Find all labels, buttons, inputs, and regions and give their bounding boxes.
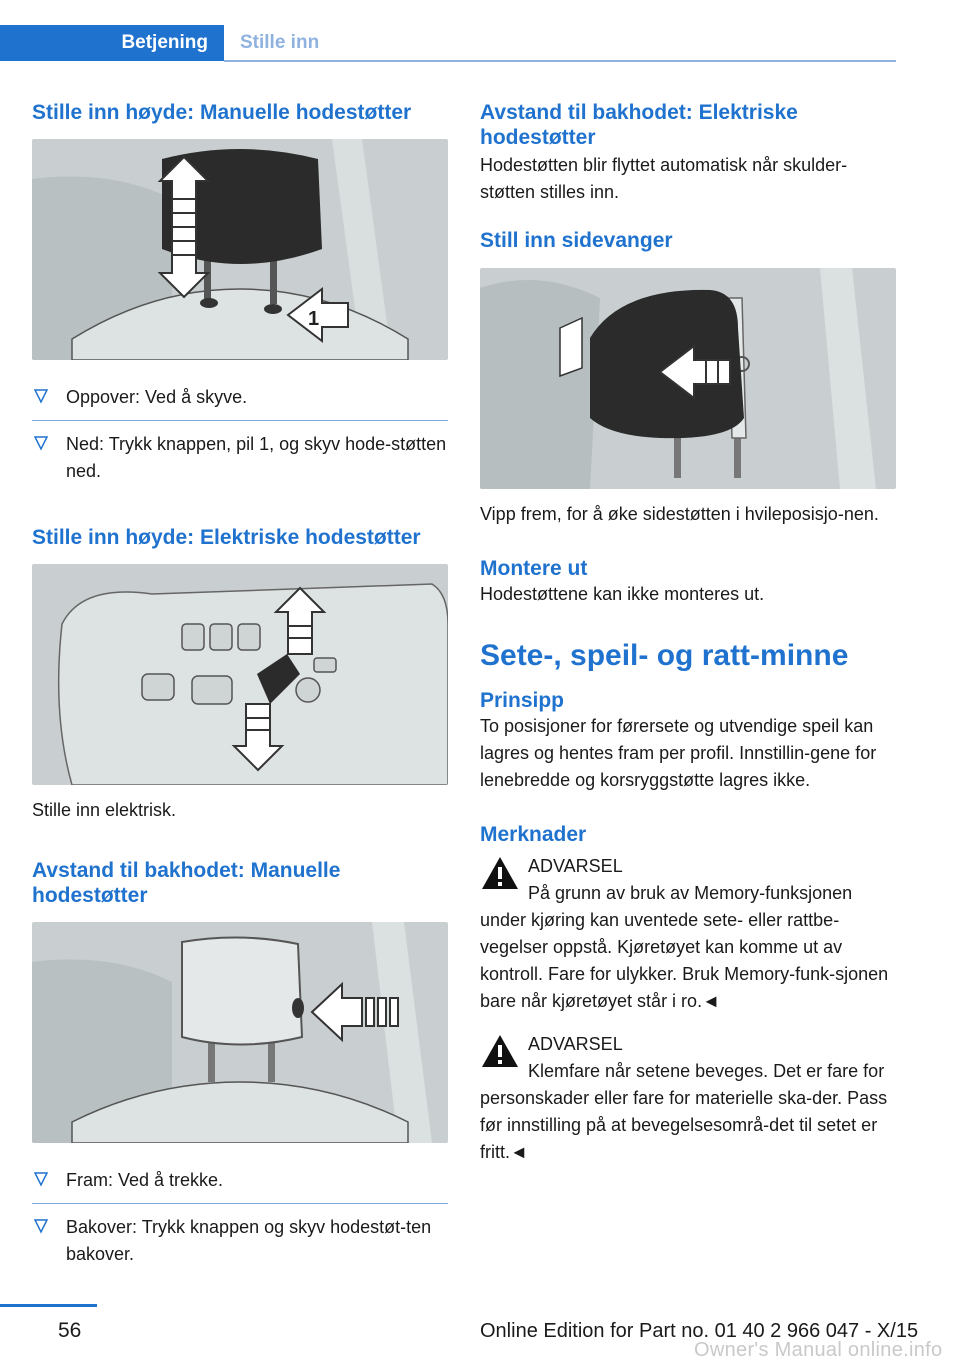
illustration-headrest-height-electric: [32, 564, 448, 785]
text-distance-electric: Hodestøtten blir flyttet automatisk når skulder-støtten stilles inn.: [480, 155, 848, 202]
footer-rule: [0, 1304, 97, 1307]
section-title-height-electric: Stille inn høyde: Elektriske hodestøtter: [32, 526, 421, 549]
text-remove: Hodestøttene kan ikke monteres ut.: [480, 584, 765, 604]
header-tabs: [0, 25, 319, 61]
section-title-remove: Montere ut: [480, 557, 588, 580]
warning-text: Klemfare når setene beveges. Det er fare for personskader eller fare for materielle ska-der. Pass før innstilling på at bevegelsesområ-det til setet er fritt.◄: [480, 1061, 888, 1162]
list-item: Fram: Ved å trekke.: [32, 1157, 448, 1204]
watermark: Owner's Manual online.info: [694, 1339, 943, 1361]
list-item: Oppover: Ved å skyve.: [32, 374, 448, 421]
footer-edition: Online Edition for Part no. 01 40 2 966 047 - X/15: [480, 1320, 919, 1342]
illustration-headrest-height-manual: [32, 139, 448, 360]
section-title-principle: Prinsipp: [480, 689, 565, 712]
section-title-distance-electric: Avstand til bakhodet: Elektriske hodestøtter: [480, 101, 798, 149]
warning-pinch: [480, 1031, 896, 1166]
chapter-title: Sete-, speil- og ratt-minne: [480, 639, 849, 672]
triangle-bullet-icon: [34, 1217, 48, 1235]
triangle-bullet-icon: [34, 434, 48, 452]
triangle-bullet-icon: [34, 387, 48, 405]
list-distance-manual: [32, 1157, 448, 1277]
section-title-notes: Merknader: [480, 823, 587, 846]
list-item: Ned: Trykk knappen, pil 1, og skyv hode-støtten ned.: [32, 421, 448, 494]
list-item: Bakover: Trykk knappen og skyv hodestøt-ten bakover.: [32, 1204, 448, 1277]
warning-triangle-icon: [480, 855, 520, 891]
right-column: [480, 100, 896, 1166]
warning-text: På grunn av bruk av Memory-funksjonen under kjøring kan uventede sete- eller rattbe-vegelser oppstå. Kjøretøyet kan komme ut av kontroll. Fare for ulykker. Bruk Memory-funk-sjonen bare når kjøretøyet står i ro.◄: [480, 883, 889, 1011]
left-column: [32, 100, 448, 1277]
caption-electric: Stille inn elektrisk.: [32, 800, 177, 820]
warning-memory: [480, 853, 896, 1015]
header-rule: [224, 60, 896, 62]
illustration-headrest-side-wings: [480, 268, 896, 489]
illustration-headrest-distance-manual: [32, 922, 448, 1143]
tab-betjening[interactable]: Betjening: [0, 25, 224, 61]
list-height-manual: [32, 374, 448, 494]
section-title-distance-manual: Avstand til bakhodet: Manuelle hodestøtter: [32, 859, 341, 907]
warning-title: ADVARSEL: [528, 856, 623, 876]
caption-side-wings: Vipp frem, for å øke sidestøtten i hvileposisjo-nen.: [480, 504, 879, 524]
triangle-bullet-icon: [34, 1170, 48, 1188]
illustration-label-1: 1: [308, 308, 320, 330]
warning-triangle-icon: [480, 1033, 520, 1069]
page-number: 56: [58, 1319, 82, 1342]
section-title-height-manual: Stille inn høyde: Manuelle hodestøtter: [32, 101, 412, 124]
section-title-side-wings: Still inn sidevanger: [480, 229, 673, 252]
text-principle: To posisjoner for førersete og utvendige speil kan lagres og hentes fram per profil. Innstillin-gene for lenebredde og korsryggstøtte lagres ikke.: [480, 716, 877, 790]
tab-stille-inn[interactable]: Stille inn: [240, 32, 320, 53]
warning-title: ADVARSEL: [528, 1034, 623, 1054]
